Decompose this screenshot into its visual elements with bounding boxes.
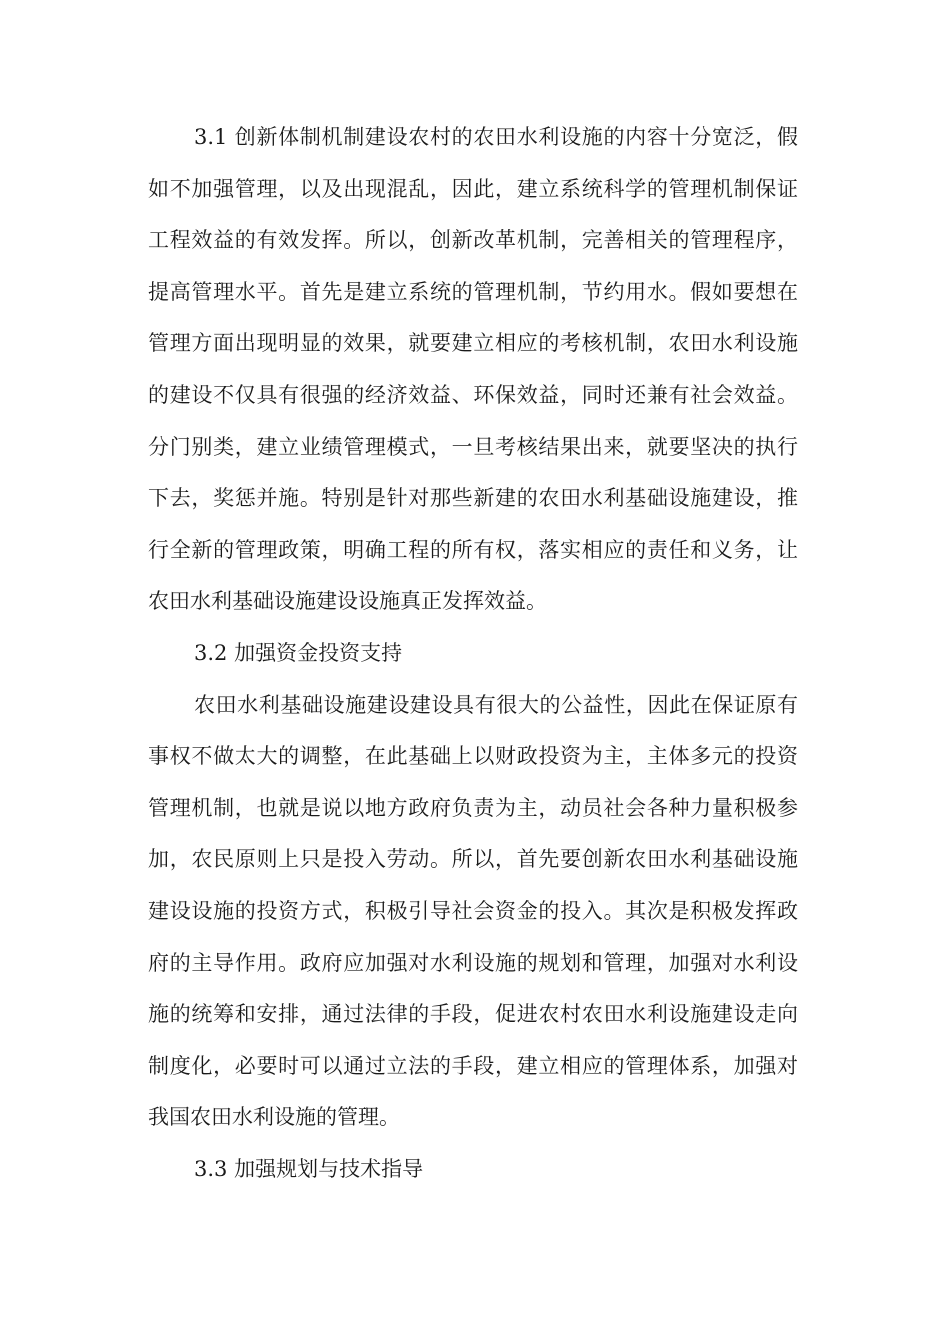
section-heading-3-2: 3.2 加强资金投资支持	[194, 640, 403, 665]
section-heading-3-3: 3.3 加强规划与技术指导	[194, 1156, 424, 1181]
paragraph-3-2-body: 农田水利基础设施建设建设具有很大的公益性，因此在保证原有事权不做太大的调整，在此基础上以财政投资为主，主体多元的投资管理机制，也就是说以地方政府负责为主，动员社会各种力量积极参加，农民原则上只是投入劳动。所以，首先要创新农田水利基础设施建设设施的投资方式，积极引导社会资金的投入。其次是积极发挥政府的主导作用。政府应加强对水利设施的规划和管理，加强对水利设施的统筹和安排，通过法律的手段，促进农村农田水利设施建设走向制度化，必要时可以通过立法的手段，建立相应的管理体系，加强对我国农田水利设施的管理。	[148, 692, 798, 1130]
paragraph-3-1: 3.1 创新体制机制建设农村的农田水利设施的内容十分宽泛，假如不加强管理，以及出现混乱，因此，建立系统科学的管理机制保证工程效益的有效发挥。所以，创新改革机制，完善相关的管理程序，提高管理水平。首先是建立系统的管理机制，节约用水。假如要想在管理方面出现明显的效果，就要建立相应的考核机制，农田水利设施的建设不仅具有很强的经济效益、环保效益，同时还兼有社会效益。分门别类，建立业绩管理模式，一旦考核结果出来，就要坚决的执行下去，奖惩并施。特别是针对那些新建的农田水利基础设施建设，推行全新的管理政策，明确工程的所有权，落实相应的责任和义务，让农田水利基础设施建设设施真正发挥效益。	[148, 125, 798, 614]
document-page	[148, 112, 798, 1195]
